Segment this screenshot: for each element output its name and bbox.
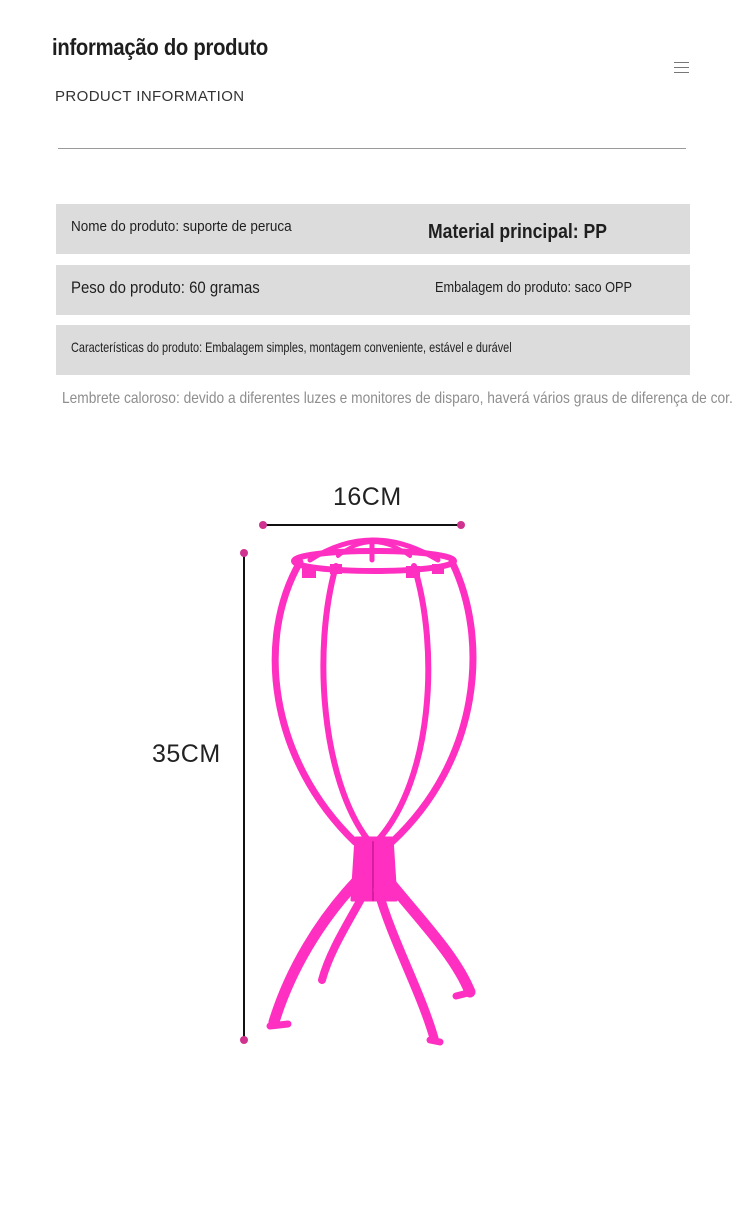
- spec-material: Material principal: PP: [428, 221, 607, 243]
- color-disclaimer-note: Lembrete caloroso: devido a diferentes luzes e monitores de disparo, haverá vários graus de diferença de cor.: [62, 390, 733, 407]
- height-dimension-line: [240, 549, 248, 1044]
- wig-stand-image: [270, 540, 473, 1042]
- page-subtitle: PRODUCT INFORMATION: [55, 88, 245, 105]
- spec-product-name: Nome do produto: suporte de peruca: [71, 218, 292, 235]
- width-dimension-line: [259, 521, 465, 529]
- width-label: 16CM: [333, 483, 402, 511]
- spec-packaging: Embalagem do produto: saco OPP: [435, 279, 633, 296]
- height-label: 35CM: [152, 740, 221, 768]
- spec-weight: Peso do produto: 60 gramas: [71, 278, 260, 297]
- page-title: informação do produto: [52, 34, 268, 60]
- spec-features: Características do produto: Embalagem simples, montagem conveniente, estável e durável: [71, 339, 512, 355]
